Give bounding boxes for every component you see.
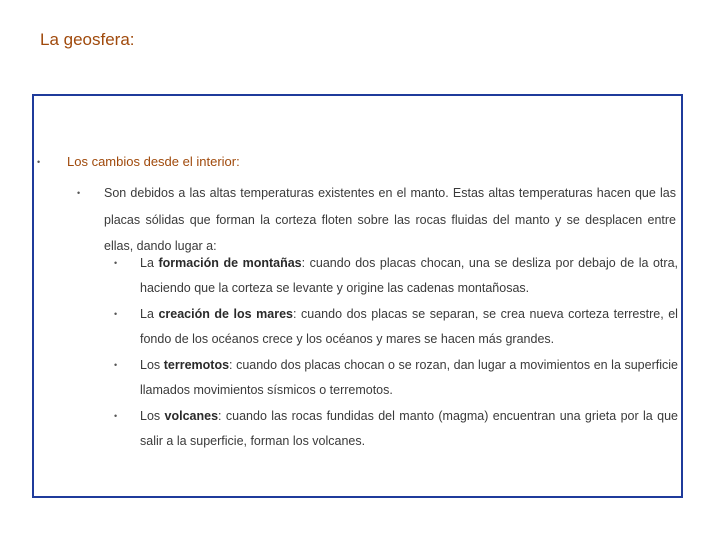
bullet-icon: • bbox=[114, 309, 118, 319]
item-keyword: formación de montañas bbox=[158, 256, 302, 270]
item-description: : cuando dos placas chocan, una se desliza por debajo de la otra, haciendo que la corteza se levante y origine las cadenas montañosas. bbox=[140, 256, 678, 295]
bullet-icon: • bbox=[37, 157, 41, 167]
item-prefix: La bbox=[140, 307, 159, 321]
level2-text: Son debidos a las altas temperaturas existentes en el manto. Estas altas temperaturas hacen que las placas sólidas que forman la corteza floten sobre las rocas fluidas del manto y se desplacen entre ellas, dando lugar a: bbox=[104, 186, 676, 253]
item-description: : cuando las rocas fundidas del manto (magma) encuentran una grieta por la que salir a la superficie, forman los volcanes. bbox=[140, 409, 678, 448]
bullet-icon: • bbox=[77, 188, 81, 198]
list-item-mares bbox=[114, 302, 678, 352]
list-item-montanas bbox=[114, 251, 678, 301]
item-description: : cuando dos placas chocan o se rozan, dan lugar a movimientos en la superficie llamados movimientos sísmicos o terremotos. bbox=[140, 358, 678, 397]
item-keyword: terremotos bbox=[163, 358, 230, 372]
list-item-volcanes bbox=[114, 404, 678, 454]
content-box bbox=[32, 94, 683, 498]
item-prefix: Los bbox=[140, 409, 165, 423]
level1-text: Los cambios desde el interior: bbox=[67, 154, 240, 169]
level1-item bbox=[37, 154, 667, 170]
item-prefix: Los bbox=[140, 358, 164, 372]
consequences-list bbox=[114, 251, 678, 455]
bullet-icon: • bbox=[114, 258, 118, 268]
item-description: : cuando dos placas se separan, se crea nueva corteza terrestre, el fondo de los océanos crece y los océanos y mares se hacen más grandes. bbox=[140, 307, 678, 346]
item-keyword: creación de los mares bbox=[158, 307, 293, 321]
item-prefix: La bbox=[140, 256, 159, 270]
level2-item bbox=[77, 180, 676, 260]
slide-title: La geosfera: bbox=[40, 30, 135, 49]
bullet-icon: • bbox=[114, 360, 118, 370]
item-keyword: volcanes bbox=[164, 409, 219, 423]
list-item-terremotos bbox=[114, 353, 678, 403]
bullet-icon: • bbox=[114, 411, 118, 421]
